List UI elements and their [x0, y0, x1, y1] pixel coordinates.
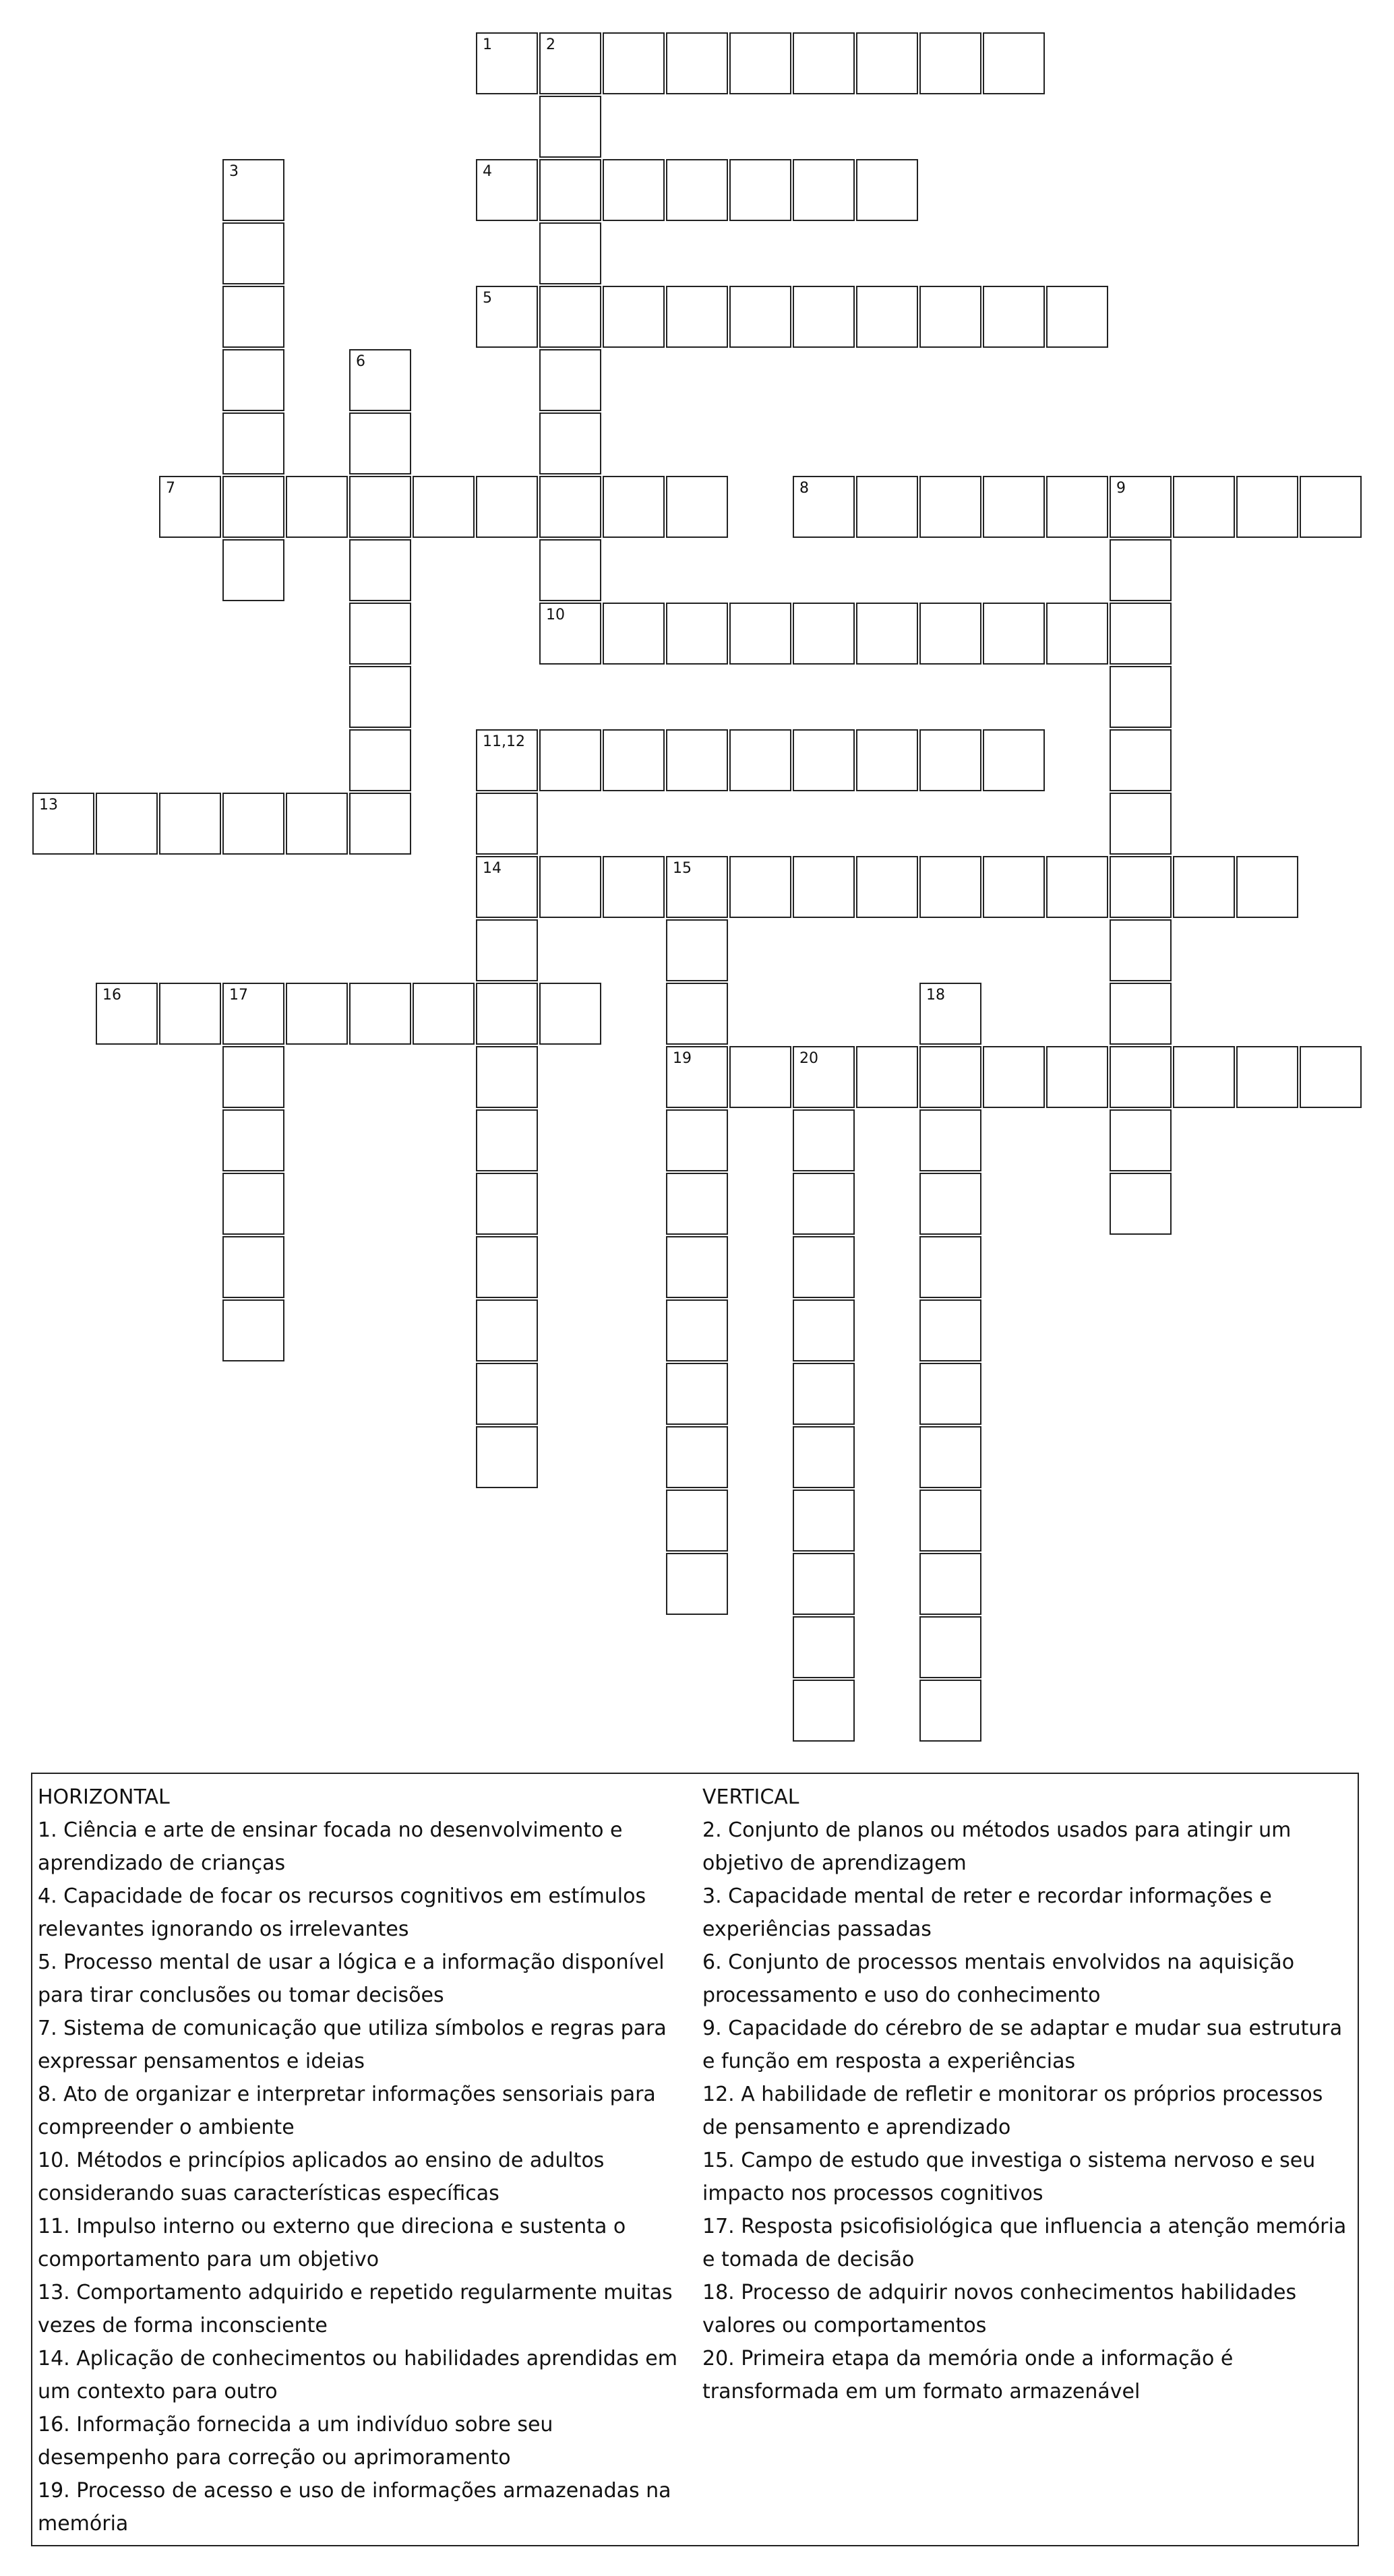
grid-cell[interactable]	[349, 349, 411, 411]
grid-cell[interactable]	[476, 856, 538, 918]
clue-horizontal-5: 5. Processo mental de usar a lógica e a informação disponível para tirar conclusões ou tomar decisões	[38, 1951, 665, 2007]
grid-cell[interactable]	[729, 286, 791, 348]
grid-cell[interactable]	[1110, 856, 1172, 918]
grid-cell[interactable]	[222, 793, 284, 855]
grid-cell[interactable]	[793, 1173, 855, 1235]
grid-cell[interactable]	[222, 476, 284, 538]
grid-cell[interactable]	[1046, 1046, 1108, 1108]
grid-cell[interactable]	[666, 1046, 728, 1108]
grid-cell[interactable]	[1236, 1046, 1298, 1108]
grid-cell[interactable]	[856, 856, 918, 918]
grid-cell[interactable]	[476, 32, 538, 94]
grid-cell[interactable]	[222, 349, 284, 411]
grid-cell[interactable]	[222, 1236, 284, 1298]
clue-vertical-15: 15. Campo de estudo que investiga o sistema nervoso e seu impacto nos processos cognitivos	[702, 2149, 1316, 2205]
grid-cell[interactable]	[666, 1490, 728, 1552]
grid-cell[interactable]	[729, 32, 791, 94]
grid-cell[interactable]	[349, 539, 411, 601]
grid-cell[interactable]	[476, 1173, 538, 1235]
grid-cell[interactable]	[919, 1680, 981, 1742]
grid-cell[interactable]	[919, 603, 981, 665]
grid-cell[interactable]	[603, 159, 665, 221]
grid-cell[interactable]	[729, 1046, 791, 1108]
clue-number: 20	[799, 1050, 818, 1067]
grid-cell[interactable]	[349, 412, 411, 474]
grid-cell[interactable]	[96, 983, 158, 1045]
grid-cell[interactable]	[1236, 476, 1298, 538]
grid-cell[interactable]	[539, 539, 601, 601]
grid-cell[interactable]	[476, 1109, 538, 1171]
grid-cell[interactable]	[666, 919, 728, 981]
grid-cell[interactable]	[1173, 856, 1235, 918]
clue-horizontal-19: 19. Processo de acesso e uso de informações armazenadas na memória	[38, 2479, 671, 2536]
grid-cell[interactable]	[793, 32, 855, 94]
grid-cell[interactable]	[666, 729, 728, 791]
grid-cell[interactable]	[919, 1553, 981, 1615]
grid-cell[interactable]	[349, 476, 411, 538]
grid-cell[interactable]	[919, 476, 981, 538]
grid-cell[interactable]	[793, 1299, 855, 1361]
clue-horizontal-7: 7. Sistema de comunicação que utiliza símbolos e regras para expressar pensamentos e ideias	[38, 2017, 667, 2073]
grid-cell[interactable]	[222, 539, 284, 601]
grid-cell[interactable]	[539, 32, 601, 94]
grid-cell[interactable]	[1110, 476, 1172, 538]
grid-cell[interactable]	[729, 729, 791, 791]
grid-cell[interactable]	[413, 476, 475, 538]
grid-cell[interactable]	[349, 603, 411, 665]
clue-number: 11,12	[483, 733, 525, 750]
clue-number: 18	[926, 987, 945, 1004]
grid-cell[interactable]	[476, 1363, 538, 1425]
grid-cell[interactable]	[349, 666, 411, 728]
grid-cell[interactable]	[539, 222, 601, 284]
horizontal-title: HORIZONTAL	[38, 1785, 170, 1809]
grid-cell[interactable]	[476, 729, 538, 791]
grid-cell[interactable]	[222, 983, 284, 1045]
clue-horizontal-11: 11. Impulso interno ou externo que direciona e sustenta o comportamento para um objetivo	[38, 2215, 626, 2271]
clue-number: 7	[166, 480, 175, 497]
grid-cell[interactable]	[793, 286, 855, 348]
grid-cell[interactable]	[919, 32, 981, 94]
grid-cell[interactable]	[666, 1173, 728, 1235]
grid-cell[interactable]	[856, 729, 918, 791]
grid-cell[interactable]	[919, 983, 981, 1045]
grid-cell[interactable]	[159, 983, 221, 1045]
grid-cell[interactable]	[919, 1109, 981, 1171]
grid-cell[interactable]	[793, 1426, 855, 1488]
grid-cell[interactable]	[919, 1616, 981, 1678]
grid-cell[interactable]	[919, 1299, 981, 1361]
clue-number: 3	[229, 163, 239, 180]
grid-cell[interactable]	[793, 729, 855, 791]
grid-cell[interactable]	[919, 1363, 981, 1425]
grid-cell[interactable]	[666, 1236, 728, 1298]
grid-cell[interactable]	[666, 159, 728, 221]
grid-cell[interactable]	[476, 983, 538, 1045]
grid-cell[interactable]	[666, 476, 728, 538]
clue-number: 19	[673, 1050, 692, 1067]
clue-vertical-17: 17. Resposta psicofisiológica que influencia a atenção memória e tomada de decisão	[702, 2215, 1347, 2271]
grid-cell[interactable]	[1110, 983, 1172, 1045]
grid-cell[interactable]	[856, 286, 918, 348]
clue-vertical-12: 12. A habilidade de refletir e monitorar os próprios processos de pensamento e aprendizado	[702, 2083, 1323, 2139]
clue-number: 17	[229, 987, 248, 1004]
grid-cell[interactable]	[476, 159, 538, 221]
grid-cell[interactable]	[1046, 476, 1108, 538]
clue-number: 6	[356, 353, 365, 370]
grid-cell[interactable]	[793, 159, 855, 221]
grid-cell[interactable]	[666, 32, 728, 94]
grid-cell[interactable]	[286, 983, 348, 1045]
grid-cell[interactable]	[729, 603, 791, 665]
grid-cell[interactable]	[1046, 286, 1108, 348]
grid-cell[interactable]	[1173, 476, 1235, 538]
clue-horizontal-16: 16. Informação fornecida a um indivíduo sobre seu desempenho para correção ou aprimoramento	[38, 2413, 553, 2470]
grid-cell[interactable]	[793, 1553, 855, 1615]
grid-cell[interactable]	[476, 476, 538, 538]
grid-cell[interactable]	[286, 793, 348, 855]
grid-cell[interactable]	[1110, 1046, 1172, 1108]
grid-cell[interactable]	[983, 476, 1045, 538]
grid-cell[interactable]	[793, 1046, 855, 1108]
grid-cell[interactable]	[539, 349, 601, 411]
grid-cell[interactable]	[222, 159, 284, 221]
clue-number: 16	[102, 987, 121, 1004]
grid-cell[interactable]	[856, 159, 918, 221]
grid-cell[interactable]	[1110, 1173, 1172, 1235]
clue-horizontal-8: 8. Ato de organizar e interpretar informações sensoriais para compreender o ambiente	[38, 2083, 656, 2139]
grid-cell[interactable]	[1110, 666, 1172, 728]
clue-number: 10	[546, 607, 565, 623]
clue-horizontal-1: 1. Ciência e arte de ensinar focada no desenvolvimento e aprendizado de crianças	[38, 1818, 623, 1875]
grid-cell[interactable]	[476, 1046, 538, 1108]
grid-cell[interactable]	[666, 1426, 728, 1488]
grid-cell[interactable]	[983, 603, 1045, 665]
grid-cell[interactable]	[539, 96, 601, 158]
vertical-clues	[702, 1781, 1350, 2408]
grid-cell[interactable]	[1046, 603, 1108, 665]
grid-cell[interactable]	[793, 1680, 855, 1742]
grid-cell[interactable]	[96, 793, 158, 855]
grid-cell[interactable]	[222, 412, 284, 474]
grid-cell[interactable]	[919, 1173, 981, 1235]
grid-cell[interactable]	[793, 603, 855, 665]
grid-cell[interactable]	[1110, 539, 1172, 601]
grid-cell[interactable]	[349, 729, 411, 791]
grid-cell[interactable]	[413, 983, 475, 1045]
grid-cell[interactable]	[856, 32, 918, 94]
grid-cell[interactable]	[1236, 856, 1298, 918]
grid-cell[interactable]	[793, 1109, 855, 1171]
grid-cell[interactable]	[793, 1616, 855, 1678]
clue-vertical-6: 6. Conjunto de processos mentais envolvidos na aquisição processamento e uso do conhecimento	[702, 1951, 1295, 2007]
grid-cell[interactable]	[539, 412, 601, 474]
grid-cell[interactable]	[919, 1046, 981, 1108]
grid-cell[interactable]	[1110, 1109, 1172, 1171]
grid-cell[interactable]	[793, 476, 855, 538]
grid-cell[interactable]	[1110, 603, 1172, 665]
grid-cell[interactable]	[856, 476, 918, 538]
grid-cell[interactable]	[1110, 919, 1172, 981]
grid-cell[interactable]	[666, 983, 728, 1045]
grid-cell[interactable]	[666, 603, 728, 665]
grid-cell[interactable]	[856, 603, 918, 665]
clue-horizontal-14: 14. Aplicação de conhecimentos ou habilidades aprendidas em um contexto para outro	[38, 2347, 677, 2403]
grid-cell[interactable]	[1300, 476, 1362, 538]
grid-cell[interactable]	[349, 793, 411, 855]
grid-cell[interactable]	[476, 793, 538, 855]
clue-vertical-18: 18. Processo de adquirir novos conhecimentos habilidades valores ou comportamentos	[702, 2281, 1297, 2337]
grid-cell[interactable]	[729, 159, 791, 221]
clue-number: 14	[483, 860, 502, 877]
grid-cell[interactable]	[476, 1236, 538, 1298]
grid-cell[interactable]	[222, 286, 284, 348]
grid-cell[interactable]	[666, 286, 728, 348]
grid-cell[interactable]	[222, 1173, 284, 1235]
grid-cell[interactable]	[666, 856, 728, 918]
clue-horizontal-4: 4. Capacidade de focar os recursos cognitivos em estímulos relevantes ignorando os irrelevantes	[38, 1884, 646, 1941]
grid-cell[interactable]	[539, 476, 601, 538]
grid-cell[interactable]	[539, 159, 601, 221]
grid-cell[interactable]	[222, 1109, 284, 1171]
grid-cell[interactable]	[666, 1109, 728, 1171]
clue-number: 2	[546, 36, 555, 53]
clue-vertical-2: 2. Conjunto de planos ou métodos usados para atingir um objetivo de aprendizagem	[702, 1818, 1292, 1875]
grid-cell[interactable]	[793, 1490, 855, 1552]
grid-cell[interactable]	[919, 1426, 981, 1488]
grid-cell[interactable]	[1046, 856, 1108, 918]
grid-cell[interactable]	[919, 1490, 981, 1552]
grid-cell[interactable]	[159, 476, 221, 538]
grid-cell[interactable]	[222, 1046, 284, 1108]
grid-cell[interactable]	[729, 856, 791, 918]
clue-number: 15	[673, 860, 692, 877]
clues-box	[31, 1773, 1359, 2546]
clue-horizontal-13: 13. Comportamento adquirido e repetido regularmente muitas vezes de forma inconsciente	[38, 2281, 673, 2337]
grid-cell[interactable]	[32, 793, 94, 855]
grid-cell[interactable]	[983, 286, 1045, 348]
grid-cell[interactable]	[539, 603, 601, 665]
grid-cell[interactable]	[919, 286, 981, 348]
grid-cell[interactable]	[983, 1046, 1045, 1108]
clue-vertical-9: 9. Capacidade do cérebro de se adaptar e mudar sua estrutura e função em resposta a experiências	[702, 2017, 1343, 2073]
grid-cell[interactable]	[983, 32, 1045, 94]
grid-cell[interactable]	[603, 856, 665, 918]
grid-cell[interactable]	[476, 286, 538, 348]
grid-cell[interactable]	[793, 1236, 855, 1298]
grid-cell[interactable]	[476, 1299, 538, 1361]
grid-cell[interactable]	[476, 1426, 538, 1488]
grid-cell[interactable]	[856, 1046, 918, 1108]
grid-cell[interactable]	[919, 729, 981, 791]
clue-number: 8	[799, 480, 809, 497]
grid-cell[interactable]	[1173, 1046, 1235, 1108]
vertical-title: VERTICAL	[702, 1785, 799, 1809]
grid-cell[interactable]	[603, 476, 665, 538]
grid-cell[interactable]	[476, 919, 538, 981]
grid-cell[interactable]	[793, 856, 855, 918]
grid-cell[interactable]	[603, 603, 665, 665]
grid-cell[interactable]	[919, 856, 981, 918]
clue-horizontal-10: 10. Métodos e princípios aplicados ao ensino de adultos considerando suas características específicas	[38, 2149, 605, 2205]
grid-cell[interactable]	[666, 1299, 728, 1361]
grid-cell[interactable]	[983, 729, 1045, 791]
grid-cell[interactable]	[539, 729, 601, 791]
clue-number: 9	[1116, 480, 1126, 497]
grid-cell[interactable]	[1110, 729, 1172, 791]
grid-cell[interactable]	[603, 32, 665, 94]
clue-number: 5	[483, 290, 492, 307]
grid-cell[interactable]	[539, 983, 601, 1045]
grid-cell[interactable]	[1110, 793, 1172, 855]
grid-cell[interactable]	[349, 983, 411, 1045]
grid-cell[interactable]	[919, 1236, 981, 1298]
grid-cell[interactable]	[222, 1299, 284, 1361]
clue-vertical-20: 20. Primeira etapa da memória onde a informação é transformada em um formato armazenável	[702, 2347, 1234, 2403]
grid-cell[interactable]	[793, 1363, 855, 1425]
clue-number: 4	[483, 163, 492, 180]
grid-cell[interactable]	[603, 729, 665, 791]
grid-cell[interactable]	[1300, 1046, 1362, 1108]
grid-cell[interactable]	[666, 1363, 728, 1425]
grid-cell[interactable]	[539, 856, 601, 918]
grid-cell[interactable]	[983, 856, 1045, 918]
grid-cell[interactable]	[666, 1553, 728, 1615]
horizontal-clues	[38, 1781, 685, 2540]
grid-cell[interactable]	[222, 222, 284, 284]
clue-vertical-3: 3. Capacidade mental de reter e recordar informações e experiências passadas	[702, 1884, 1272, 1941]
clue-number: 13	[39, 797, 58, 814]
grid-cell[interactable]	[286, 476, 348, 538]
grid-cell[interactable]	[539, 286, 601, 348]
clue-number: 1	[483, 36, 492, 53]
grid-cell[interactable]	[603, 286, 665, 348]
grid-cell[interactable]	[159, 793, 221, 855]
